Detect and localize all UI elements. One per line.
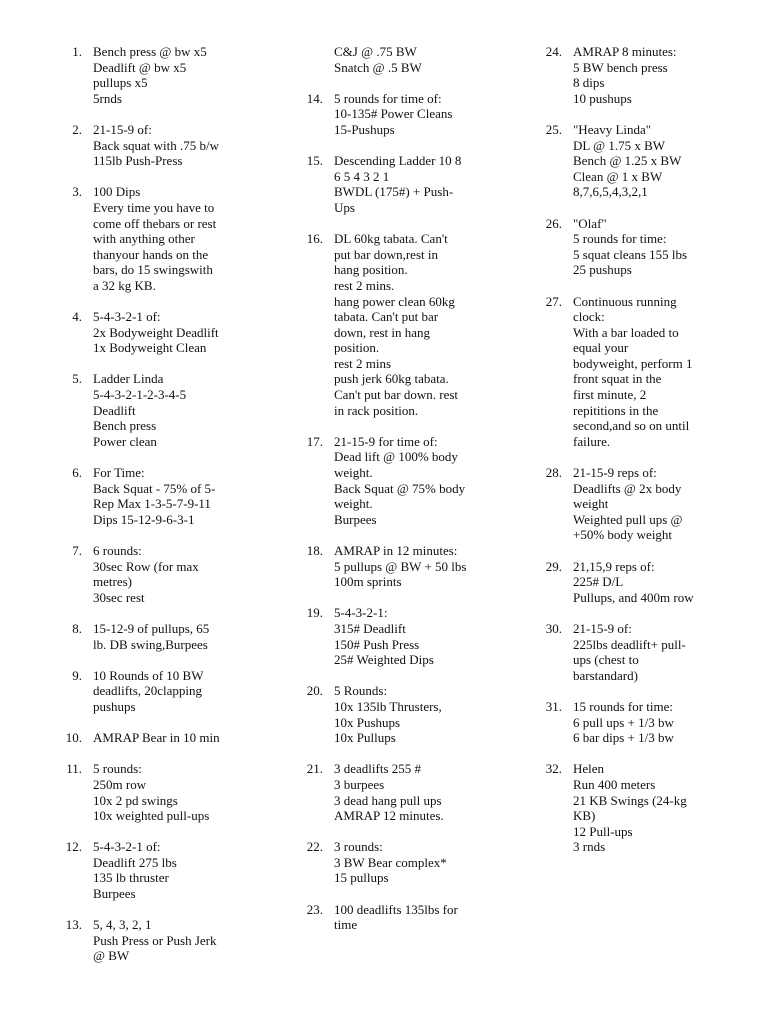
workout-line: 8,7,6,5,4,3,2,1: [573, 184, 648, 200]
workout-line: equal your: [573, 340, 629, 356]
workout-number: 4.: [72, 309, 82, 325]
workout-line: tabata. Can't put bar: [334, 309, 439, 325]
workout-line: "Heavy Linda": [573, 121, 652, 137]
workout-line: +50% body weight: [573, 527, 673, 543]
workout-line: 100 deadlifts 135lbs for: [334, 901, 458, 917]
workout-line: 3 burpees: [334, 776, 385, 792]
workout-line: 5, 4, 3, 2, 1: [93, 917, 152, 933]
workout-item: [60, 465, 265, 527]
workout-line: 100m sprints: [334, 574, 402, 590]
workout-line: failure.: [573, 433, 611, 449]
workout-line: AMRAP 8 minutes:: [573, 44, 677, 59]
workout-number: 25.: [545, 121, 562, 137]
workout-line: 3 dead hang pull ups: [334, 792, 442, 808]
workout-item: [540, 699, 740, 746]
workout-line: Bench @ 1.25 x BW: [573, 153, 682, 169]
workout-number: 24.: [545, 44, 562, 59]
workout-line: 5 BW bench press: [573, 59, 668, 75]
workout-line: 100 Dips: [93, 184, 141, 200]
workout-line: 250m row: [93, 776, 147, 792]
workout-line: Run 400 meters: [573, 776, 656, 792]
workout-line: Dips 15-12-9-6-3-1: [93, 511, 195, 527]
workout-item: [60, 543, 265, 605]
workout-line: down, rest in hang: [334, 324, 431, 340]
workout-description: [93, 309, 265, 356]
workout-line: Deadlift @ bw x5: [93, 59, 187, 75]
column-2: [301, 44, 506, 933]
workout-line: 135 lb thruster: [93, 870, 169, 886]
workout-line: Back squat with .75 b/w: [93, 137, 220, 153]
workout-line: Dead lift @ 100% body: [334, 449, 458, 465]
workout-line: 3 rounds:: [334, 839, 383, 855]
workout-line: hang position.: [334, 262, 408, 278]
workout-item: [540, 465, 740, 543]
workout-line: 21-15-9 of:: [573, 620, 632, 636]
workout-line: thanyour hands on the: [93, 246, 209, 262]
workout-line: 1x Bodyweight Clean: [93, 340, 207, 356]
workout-line: Every time you have to: [93, 199, 215, 215]
workout-line: deadlifts, 20clapping: [93, 683, 203, 699]
workout-line: Snatch @ .5 BW: [334, 59, 422, 75]
workout-item: [301, 231, 506, 418]
workout-line: C&J @ .75 BW: [334, 44, 417, 59]
workout-description: [573, 699, 740, 746]
workout-number: 26.: [545, 215, 562, 231]
workout-line: Back Squat - 75% of 5-: [93, 480, 216, 496]
workout-number: 14.: [306, 90, 323, 106]
workout-number: 19.: [306, 605, 323, 621]
workout-item: [60, 621, 265, 652]
workout-line: 3 BW Bear complex*: [334, 854, 447, 870]
workout-number: 6.: [72, 465, 82, 481]
workout-line: front squat in the: [573, 371, 662, 387]
workout-line: Ups: [334, 199, 355, 215]
workout-description: [93, 44, 265, 106]
workout-line: 315# Deadlift: [334, 620, 406, 636]
column-3: [540, 44, 740, 855]
workout-line: second,and so on until: [573, 418, 690, 434]
workout-description: [573, 44, 740, 106]
workout-description: [93, 839, 265, 901]
workout-line: 6 5 4 3 2 1: [334, 168, 390, 184]
workout-line: first minute, 2: [573, 387, 647, 403]
workout-item: [60, 917, 265, 964]
workout-line: 21,15,9 reps of:: [573, 558, 655, 574]
workout-line: 12 Pull-ups: [573, 823, 633, 839]
workout-line: 8 dips: [573, 75, 605, 91]
workout-line: 25 pushups: [573, 262, 632, 278]
workout-line: come off thebars or rest: [93, 215, 217, 231]
workout-line: AMRAP 12 minutes.: [334, 808, 444, 824]
workout-line: Weighted pull ups @: [573, 511, 683, 527]
workout-line: Burpees: [93, 886, 136, 902]
workout-number: 5.: [72, 371, 82, 387]
workout-line: 5-4-3-2-1 of:: [93, 839, 161, 855]
workout-line: Power clean: [93, 433, 157, 449]
workout-line: 15 rounds for time:: [573, 698, 674, 714]
workout-number: 31.: [545, 698, 562, 714]
workout-line: 21-15-9 reps of:: [573, 465, 657, 481]
workout-description: [334, 839, 506, 886]
workout-description: [93, 465, 265, 527]
workout-description: [93, 621, 265, 652]
workout-line: 25# Weighted Dips: [334, 652, 434, 668]
workout-line: 3 deadlifts 255 #: [334, 761, 422, 777]
workout-number: 8.: [72, 620, 82, 636]
workout-number: 15.: [306, 153, 323, 169]
workout-line: ups (chest to: [573, 652, 639, 668]
workout-line: 5-4-3-2-1:: [334, 605, 388, 621]
workout-line: 5-4-3-2-1-2-3-4-5: [93, 387, 187, 403]
workout-number: 2.: [72, 121, 82, 137]
workout-item: [301, 44, 506, 75]
workout-number: 22.: [306, 839, 323, 855]
workout-line: Push Press or Push Jerk: [93, 932, 217, 948]
workout-line: rest 2 mins: [334, 355, 392, 371]
workout-line: 150# Push Press: [334, 636, 420, 652]
workout-number: 7.: [72, 543, 82, 558]
workout-item: [60, 730, 265, 746]
workout-line: 30sec rest: [93, 589, 145, 605]
workout-number: 30.: [545, 620, 562, 636]
workout-number: 9.: [72, 667, 82, 683]
workout-item: [60, 371, 265, 449]
workout-line: Deadlift: [93, 402, 136, 418]
workout-item: [540, 761, 740, 855]
workout-line: BWDL (175#) + Push-: [334, 184, 454, 200]
workout-line: Descending Ladder 10 8: [334, 153, 462, 169]
workout-description: [93, 543, 265, 605]
workout-line: Bench press: [93, 418, 157, 434]
workout-line: weight.: [334, 465, 373, 481]
workout-number: 27.: [545, 293, 562, 309]
workout-number: 3.: [72, 184, 82, 200]
workout-line: 115lb Push-Press: [93, 153, 183, 169]
workout-line: 6 pull ups + 1/3 bw: [573, 714, 674, 730]
workout-line: 5 rounds:: [93, 761, 142, 777]
workout-line: a 32 kg KB.: [93, 277, 156, 293]
workout-line: Back Squat @ 75% body: [334, 480, 466, 496]
workout-item: [301, 683, 506, 745]
workout-item: [301, 91, 506, 138]
workout-number: 16.: [306, 231, 323, 247]
workout-number: 18.: [306, 543, 323, 558]
workout-line: 10x Pushups: [334, 714, 401, 730]
workout-number: 32.: [545, 761, 562, 777]
workout-line: 5 Rounds:: [334, 683, 388, 699]
workout-line: 10 Rounds of 10 BW: [93, 667, 204, 683]
workout-line: push jerk 60kg tabata.: [334, 371, 449, 387]
workout-description: [334, 902, 506, 933]
workout-number: 11.: [66, 761, 82, 777]
workout-item: [301, 761, 506, 823]
workout-line: Deadlift 275 lbs: [93, 854, 177, 870]
workout-line: 30sec Row (for max: [93, 558, 199, 574]
workout-line: 2x Bodyweight Deadlift: [93, 324, 219, 340]
workout-line: Burpees: [334, 511, 377, 527]
workout-item: [60, 184, 265, 293]
workout-description: [93, 917, 265, 964]
workout-line: 5 pullups @ BW + 50 lbs: [334, 558, 467, 574]
workout-line: Can't put bar down. rest: [334, 387, 459, 403]
workout-item: [540, 44, 740, 106]
workout-item: [540, 559, 740, 606]
workout-description: [573, 621, 740, 683]
workout-line: 10 pushups: [573, 90, 632, 106]
workout-line: hang power clean 60kg: [334, 293, 455, 309]
workout-description: [93, 122, 265, 169]
workout-number: 1.: [72, 44, 82, 59]
workout-line: clock:: [573, 309, 605, 325]
workout-description: [334, 605, 506, 667]
workout-line: Ladder Linda: [93, 371, 164, 387]
workout-line: 5 squat cleans 155 lbs: [573, 246, 688, 262]
workout-description: [334, 761, 506, 823]
workout-line: metres): [93, 574, 132, 590]
workout-description: [93, 761, 265, 823]
workout-line: 5-4-3-2-1 of:: [93, 309, 161, 325]
workout-line: 10-135# Power Cleans: [334, 106, 453, 122]
workout-description: [334, 91, 506, 138]
workout-description: [334, 153, 506, 215]
workout-description: [334, 44, 506, 75]
workout-item: [301, 605, 506, 667]
workout-line: 15 pullups: [334, 870, 389, 886]
workout-line: 15-12-9 of pullups, 65: [93, 620, 210, 636]
workout-description: [573, 559, 740, 606]
workout-number: 20.: [306, 683, 323, 699]
workout-line: 5 rounds for time of:: [334, 90, 442, 106]
workout-description: [334, 231, 506, 418]
workout-line: repititions in the: [573, 402, 659, 418]
workout-description: [334, 434, 506, 528]
workout-line: 21-15-9 for time of:: [334, 433, 438, 449]
workout-line: 5 rounds for time:: [573, 231, 667, 247]
workout-number: 21.: [306, 761, 323, 777]
workout-description: [93, 668, 265, 715]
workout-line: 6 bar dips + 1/3 bw: [573, 730, 674, 746]
workout-line: DL @ 1.75 x BW: [573, 137, 666, 153]
workout-line: 10x weighted pull-ups: [93, 808, 210, 824]
workout-description: [573, 294, 740, 450]
workout-line: AMRAP in 12 minutes:: [334, 543, 458, 558]
workout-number: 29.: [545, 558, 562, 574]
workout-item: [60, 839, 265, 901]
workout-description: [334, 683, 506, 745]
workout-description: [573, 465, 740, 543]
workout-number: 10.: [65, 730, 82, 746]
workout-description: [573, 216, 740, 278]
workout-line: position.: [334, 340, 380, 356]
workout-line: with anything other: [93, 231, 195, 247]
workout-item: [540, 621, 740, 683]
column-1: [60, 44, 265, 964]
workout-line: AMRAP Bear in 10 min: [93, 730, 220, 746]
workout-description: [93, 184, 265, 293]
workout-line: put bar down,rest in: [334, 246, 438, 262]
workout-line: Rep Max 1-3-5-7-9-11: [93, 496, 211, 512]
workout-number: 13.: [65, 917, 82, 933]
workout-line: 21-15-9 of:: [93, 121, 152, 137]
workout-line: DL 60kg tabata. Can't: [334, 231, 448, 247]
workout-line: bars, do 15 swingswith: [93, 262, 213, 278]
workout-number: 12.: [65, 839, 82, 855]
workout-line: pushups: [93, 698, 136, 714]
workout-line: weight: [573, 496, 609, 512]
workout-description: [334, 543, 506, 590]
workout-description: [573, 761, 740, 855]
workout-line: @ BW: [93, 948, 130, 964]
workout-line: With a bar loaded to: [573, 324, 679, 340]
workout-line: pullups x5: [93, 75, 148, 91]
workout-number: [301, 44, 323, 75]
workout-line: in rack position.: [334, 402, 419, 418]
workout-line: 15-Pushups: [334, 121, 395, 137]
workout-line: KB): [573, 808, 596, 824]
workout-description: [93, 730, 265, 746]
workout-line: lb. DB swing,Burpees: [93, 636, 208, 652]
workout-line: Continuous running: [573, 293, 677, 309]
workout-line: "Olaf": [573, 215, 607, 231]
workout-line: Bench press @ bw x5: [93, 44, 207, 59]
workout-description: [573, 122, 740, 200]
workout-line: Deadlifts @ 2x body: [573, 480, 682, 496]
workout-item: [60, 44, 265, 106]
workout-number: 17.: [306, 433, 323, 449]
workout-item: [301, 153, 506, 215]
workout-description: [93, 371, 265, 449]
workout-number: 23.: [306, 901, 323, 917]
workout-item: [540, 294, 740, 450]
workout-line: bodyweight, perform 1: [573, 355, 693, 371]
workout-line: Pullups, and 400m row: [573, 589, 694, 605]
workout-line: 10x 135lb Thrusters,: [334, 698, 442, 714]
workout-item: [301, 839, 506, 886]
workout-line: 6 rounds:: [93, 543, 142, 558]
workout-item: [540, 216, 740, 278]
workout-line: rest 2 mins.: [334, 277, 395, 293]
workout-item: [60, 122, 265, 169]
workout-line: weight.: [334, 496, 373, 512]
workout-item: [540, 122, 740, 200]
workout-line: 225# D/L: [573, 574, 624, 590]
workout-line: 3 rnds: [573, 839, 606, 855]
workout-line: Helen: [573, 761, 605, 777]
workout-line: time: [334, 917, 358, 933]
workout-line: Clean @ 1 x BW: [573, 168, 663, 184]
workout-item: [60, 761, 265, 823]
workout-line: 21 KB Swings (24-kg: [573, 792, 687, 808]
workout-line: For Time:: [93, 465, 145, 481]
workout-item: [301, 434, 506, 528]
workout-item: [301, 543, 506, 590]
workout-line: 225lbs deadlift+ pull-: [573, 636, 686, 652]
workout-item: [60, 309, 265, 356]
workout-line: 10x Pullups: [334, 730, 396, 746]
workout-line: barstandard): [573, 667, 638, 683]
workout-line: 5rnds: [93, 90, 122, 106]
workout-item: [301, 902, 506, 933]
workout-line: 10x 2 pd swings: [93, 792, 178, 808]
workout-number: 28.: [545, 465, 562, 481]
workout-item: [60, 668, 265, 715]
